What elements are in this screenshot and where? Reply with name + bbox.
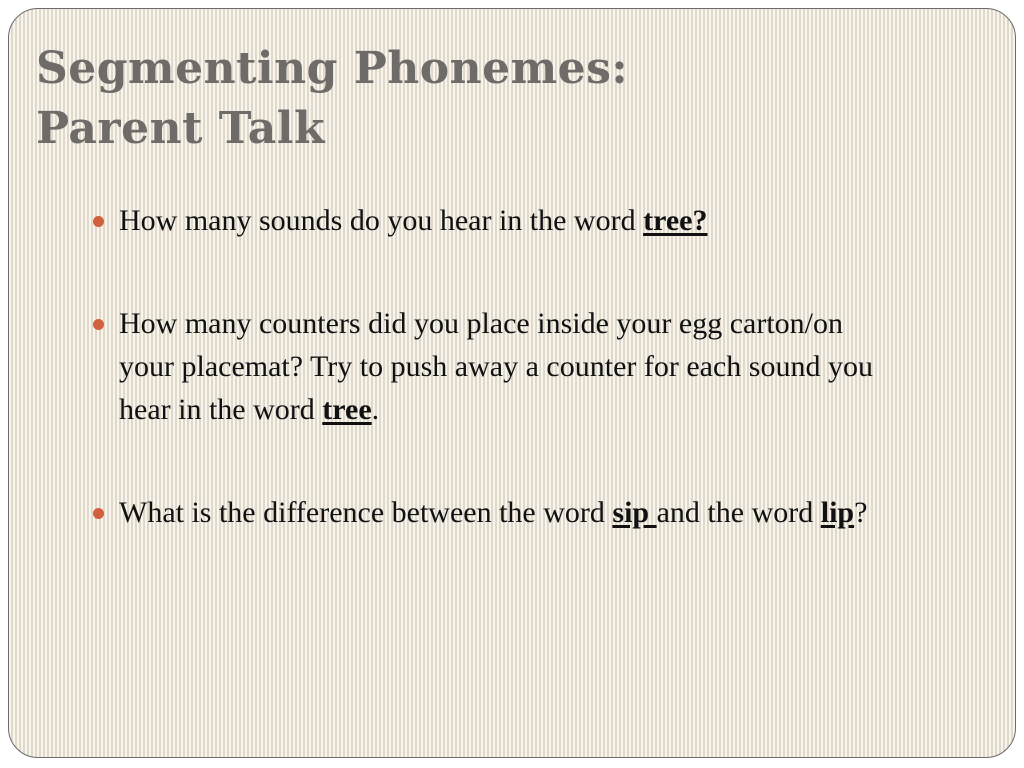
slide [8,8,1016,758]
bullet-list [93,199,893,534]
keyword-tree: tree [322,393,372,426]
bullet-item [93,491,893,534]
bullet-text: How many sounds do you hear in the word [119,204,644,237]
keyword-lip: lip [820,496,855,529]
bullet-dot-icon [93,216,104,227]
bullet-text-middle: and the word [656,496,821,529]
bullet-text-end: ? [854,496,868,529]
bullet-dot-icon [93,508,104,519]
bullet-item [93,199,893,242]
bullet-text: What is the difference between the word [119,496,613,529]
title-line-2: Parent Talk [36,103,325,154]
keyword-sip: sip [612,496,657,529]
bullet-dot-icon [93,319,104,330]
keyword-tree: tree? [643,204,708,237]
slide-title [36,39,628,159]
bullet-text: How many counters did you place inside your egg carton/on your placemat? Try to push away a counter for each sound you hear in the word [119,307,873,426]
bullet-text-end: . [371,393,380,426]
bullet-item [93,302,893,431]
title-line-1: Segmenting Phonemes: [36,43,629,94]
